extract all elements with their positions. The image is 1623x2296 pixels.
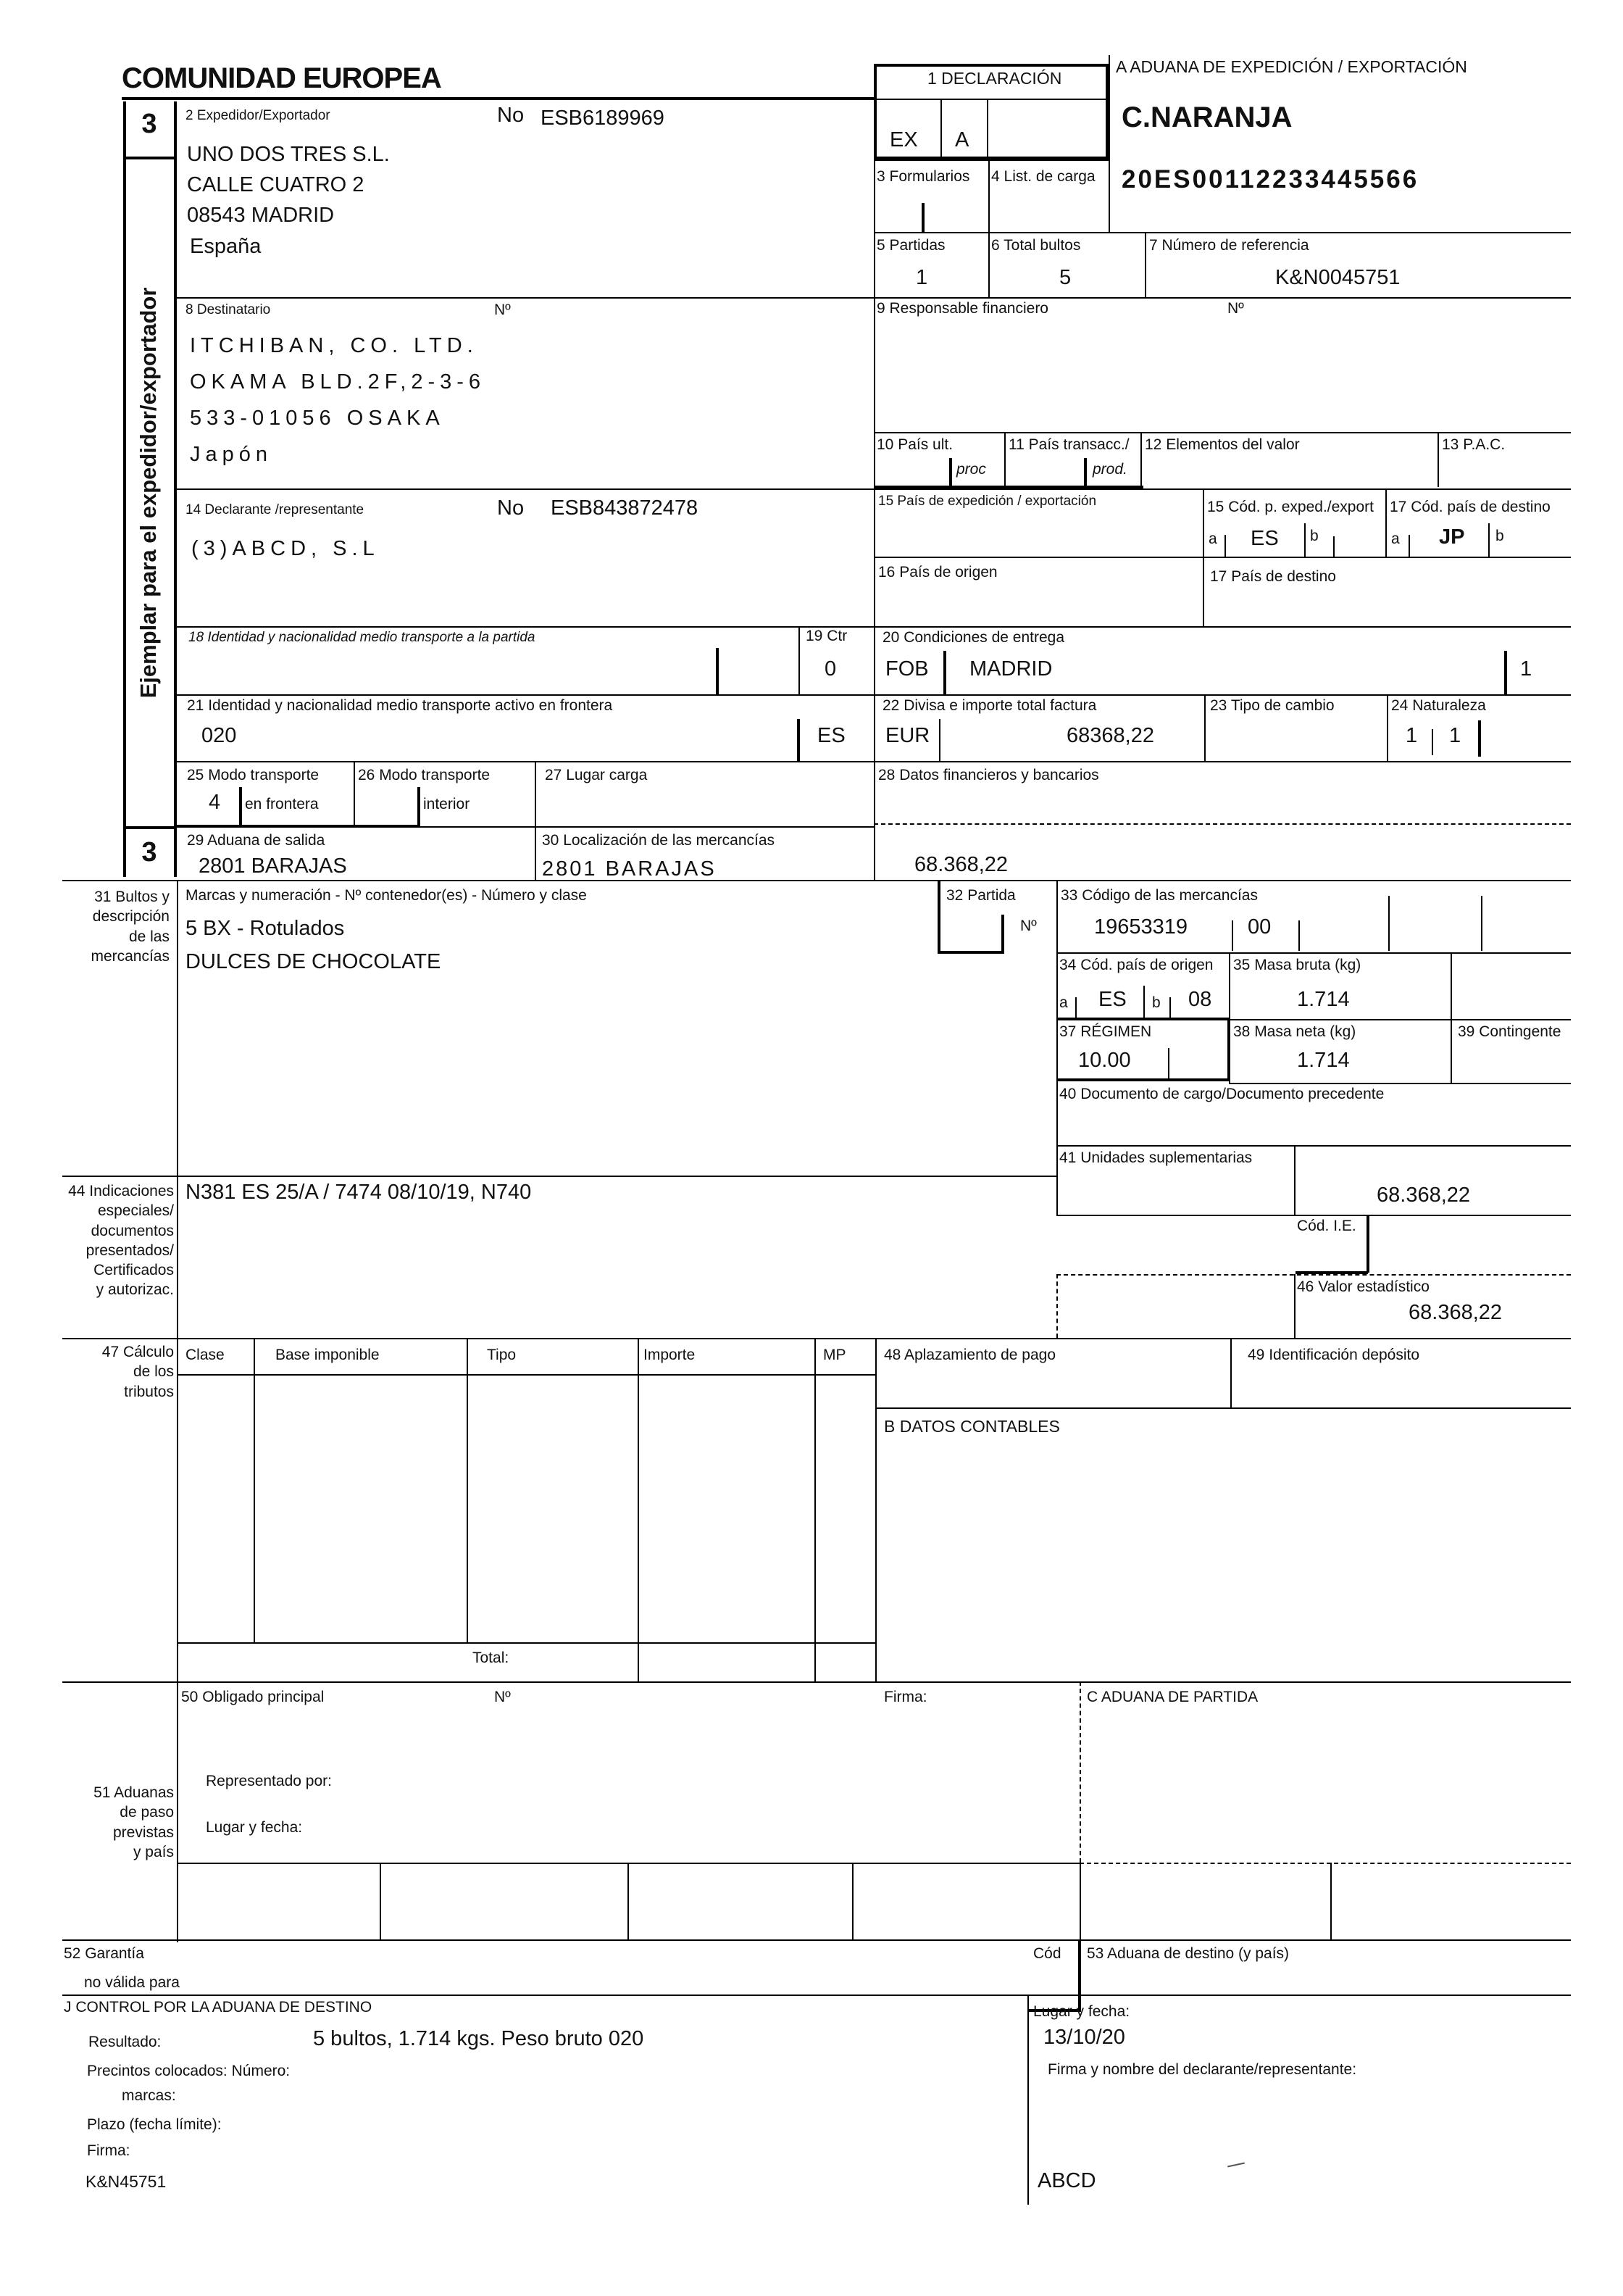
total-packages-label: 6 Total bultos [991,237,1081,254]
container-value: 0 [825,657,837,681]
destination-control-label: J CONTROL POR LA ADUANA DE DESTINO [64,1999,372,2016]
item-number-no-label: Nº [1020,918,1037,934]
invoice-total-label: 22 Divisa e importe total factura [883,697,1097,714]
invoice-amount: 68368,22 [1067,724,1154,747]
copy-vertical-label: Ejemplar para el expedidor/exportador [135,287,161,699]
transport-mode-border-sub: en frontera [245,796,319,812]
represented-by-label: Representado por: [206,1773,332,1789]
principal-signature-label: Firma: [884,1689,927,1705]
declaration-type: EX [890,128,918,151]
dispatch-country-code-label: 15 Cód. p. exped./export [1207,499,1374,515]
consignee-city: 533-01056 OSAKA [190,407,445,430]
goods-description: DULCES DE CHOCOLATE [185,950,441,973]
special-mentions-text: N381 ES 25/A / 7474 08/10/19, N740 [185,1181,532,1204]
consignee-street: OKAMA BLD.2F,2-3-6 [190,370,486,394]
reference-number-value: K&N0045751 [1275,266,1401,289]
commodity-code: 19653319 [1094,915,1188,939]
financial-responsible-label: 9 Responsable financiero [877,300,1048,317]
valuation-elements-label: 12 Elementos del valor [1145,436,1300,453]
origin-code-label: 34 Cód. país de origen [1059,957,1214,973]
dispatch-country-code: ES [1251,527,1279,550]
tax-header-mp: MP [823,1347,846,1363]
exporter-country: España [190,235,262,258]
commodity-code-suffix: 00 [1248,915,1272,939]
delivery-terms-label: 20 Condiciones de entrega [883,629,1065,646]
declarant-no-label: No [497,496,525,520]
transport-mode-border-value: 4 [209,791,221,814]
deadline-label: Plazo (fecha límite): [87,2116,222,2133]
control-reference: K&N45751 [85,2172,167,2191]
last-country-label: 10 País ult. [877,436,954,453]
cod-ie-label: Cód. I.E. [1297,1218,1356,1234]
payment-deferment-label: 48 Aplazamiento de pago [884,1347,1056,1363]
destination-country-a: a [1391,531,1400,547]
guarantee-code-label: Cód [1033,1945,1061,1962]
trade-country-sub: prod. [1093,461,1127,478]
tax-header-class: Clase [185,1347,225,1363]
destination-country-label: 17 País de destino [1210,568,1336,585]
exchange-rate-label: 23 Tipo de cambio [1210,697,1335,714]
transport-mode-border-label: 25 Modo transporte [187,767,320,783]
total-packages-value: 5 [1059,266,1072,289]
reference-number-label: 7 Número de referencia [1149,237,1309,254]
result-value: 5 bultos, 1.714 kgs. Peso bruto 020 [313,2027,644,2050]
origin-code-a: a [1059,994,1068,1011]
delivery-terms-code: FOB [885,657,929,681]
exit-office-value: 2801 BARAJAS [199,854,347,878]
border-transport-country: ES [817,724,846,747]
control-signature-label: Firma: [87,2142,130,2159]
departure-office-label: C ADUANA DE PARTIDA [1087,1689,1259,1705]
place-date-label: Lugar y fecha: [206,1819,303,1836]
invoice-currency: EUR [885,724,930,747]
financial-responsible-no-label: Nº [1227,300,1244,317]
declarant-signature-label: Firma y nombre del declarante/representante: [1048,2061,1357,2078]
special-mentions-side-label: 44 Indicaciones especiales/ documentos presentados/ Certificados y autorizac. [68,1183,174,1299]
net-mass-label: 38 Masa neta (kg) [1233,1023,1356,1040]
transaction-nature-label: 24 Naturaleza [1391,697,1486,714]
net-mass-value: 1.714 [1297,1049,1350,1072]
border-transport-value: 020 [201,724,237,747]
accounting-data-label: B DATOS CONTABLES [884,1417,1060,1436]
statistical-value: 68.368,22 [1409,1301,1503,1324]
guarantee-not-valid-label: no válida para [84,1974,180,1991]
financial-data-value: 68.368,22 [914,853,1009,876]
consignee-no-label: Nº [494,301,511,318]
transport-mode-inland-sub: interior [423,796,470,812]
declaration-label: 1 DECLARACIÓN [927,69,1062,88]
border-transport-label: 21 Identidad y nacionalidad medio transporte activo en frontera [187,697,613,714]
dispatch-country-label: 15 País de expedición / exportación [878,494,1097,509]
declaration-date: 13/10/20 [1043,2026,1125,2049]
loading-place-label: 27 Lugar carga [545,767,648,783]
declarant-no: ESB843872478 [551,496,698,520]
goods-description-side-label: 31 Bultos y descripción de las mercancías [91,889,170,965]
mrn-number: 20ES00112233445566 [1122,165,1419,194]
dispatch-country-a: a [1209,531,1217,547]
destination-country-code-label: 17 Cód. país de destino [1390,499,1551,515]
transit-offices-side-label: 51 Aduanas de paso previstas y país [93,1784,174,1860]
procedure-label: 37 RÉGIMEN [1059,1023,1152,1040]
goods-location-value: 2801 BARAJAS [542,857,717,881]
declarant-name: (3)ABCD, S.L [191,537,380,560]
copy-number: 3 [141,109,157,139]
declaration-subtype: A [955,128,969,151]
tax-header-base: Base imponible [275,1347,380,1363]
forms-label: 3 Formularios [877,168,970,185]
delivery-terms-extra: 1 [1520,657,1532,681]
tax-total-label: Total: [472,1650,509,1666]
form-title: COMUNIDAD EUROPEA [122,62,441,94]
declarant-label: 14 Declarante /representante [185,502,364,517]
last-country-sub: proc [956,461,986,478]
origin-code-value: ES [1098,988,1127,1011]
supplementary-amount: 68.368,22 [1377,1184,1471,1207]
quota-label: 39 Contingente [1458,1023,1561,1040]
gross-mass-value: 1.714 [1297,988,1350,1011]
result-label: Resultado: [88,2034,162,2050]
exporter-label: 2 Expedidor/Exportador [185,108,330,123]
tax-header-rate: Tipo [487,1347,517,1363]
cap-label: 13 P.A.C. [1442,436,1506,453]
procedure-value: 10.00 [1078,1049,1131,1072]
dispatch-country-b: b [1310,528,1319,544]
loading-lists-label: 4 List. de carga [991,168,1096,185]
declarant-signature: ABCD [1038,2169,1096,2192]
seals-label: Precintos colocados: Número: [87,2063,291,2079]
destination-country-b: b [1495,528,1504,544]
container-label: 19 Ctr [806,628,848,644]
exporter-city: 08543 MADRID [187,204,335,227]
declaration-place-date-label: Lugar y fecha: [1033,2003,1130,2020]
exporter-no: ESB6189969 [541,107,664,130]
copy-number-bottom: 3 [141,837,157,868]
destination-office-label: 53 Aduana de destino (y país) [1087,1945,1290,1962]
financial-data-label: 28 Datos financieros y bancarios [878,767,1099,783]
trade-country-label: 11 País transacc./ [1009,436,1130,453]
items-label: 5 Partidas [877,237,946,254]
exporter-name: UNO DOS TRES S.L. [187,143,390,166]
goods-packages: 5 BX - Rotulados [185,917,345,940]
exporter-no-label: No [497,104,525,127]
consignee-label: 8 Destinatario [185,302,271,317]
item-number-label: 32 Partida [946,887,1016,904]
transport-mode-inland-label: 26 Modo transporte [358,767,491,783]
supplementary-units-label: 41 Unidades suplementarias [1059,1149,1253,1166]
principal-no-label: Nº [494,1689,511,1705]
origin-code-b: b [1152,994,1161,1011]
taxes-side-label: 47 Cálculo de los tributos [101,1344,174,1400]
departure-transport-label: 18 Identidad y nacionalidad medio transporte a la partida [188,630,535,645]
customs-office-export: C.NARANJA [1122,101,1293,133]
guarantee-label: 52 Garantía [64,1945,144,1962]
exit-office-label: 29 Aduana de salida [187,832,325,849]
consignee-name: ITCHIBAN, CO. LTD. [190,334,478,357]
statistical-value-label: 46 Valor estadístico [1297,1278,1430,1295]
signature-mark [1227,2163,1245,2168]
exporter-street: CALLE CUATRO 2 [187,173,364,196]
tax-header-amount: Importe [643,1347,696,1363]
previous-document-label: 40 Documento de cargo/Documento precedente [1059,1086,1385,1102]
transaction-nature-v2: 1 [1449,724,1461,747]
delivery-terms-place: MADRID [969,657,1053,681]
seals-marks-label: marcas: [122,2087,176,2104]
warehouse-identification-label: 49 Identificación depósito [1248,1347,1419,1363]
transaction-nature-v1: 1 [1406,724,1418,747]
consignee-country: Japón [190,443,273,466]
goods-description-label: Marcas y numeración - Nº contenedor(es) - Número y clase [185,887,587,904]
gross-mass-label: 35 Masa bruta (kg) [1233,957,1361,973]
origin-region-value: 08 [1188,988,1212,1011]
customs-office-export-label: A ADUANA DE EXPEDICIÓN / EXPORTACIÓN [1116,57,1467,76]
goods-location-label: 30 Localización de las mercancías [542,832,775,849]
commodity-code-label: 33 Código de las mercancías [1061,887,1258,904]
origin-country-label: 16 País de origen [878,564,998,581]
destination-country-code: JP [1439,525,1465,549]
principal-label: 50 Obligado principal [181,1689,325,1705]
items-value: 1 [916,266,928,289]
